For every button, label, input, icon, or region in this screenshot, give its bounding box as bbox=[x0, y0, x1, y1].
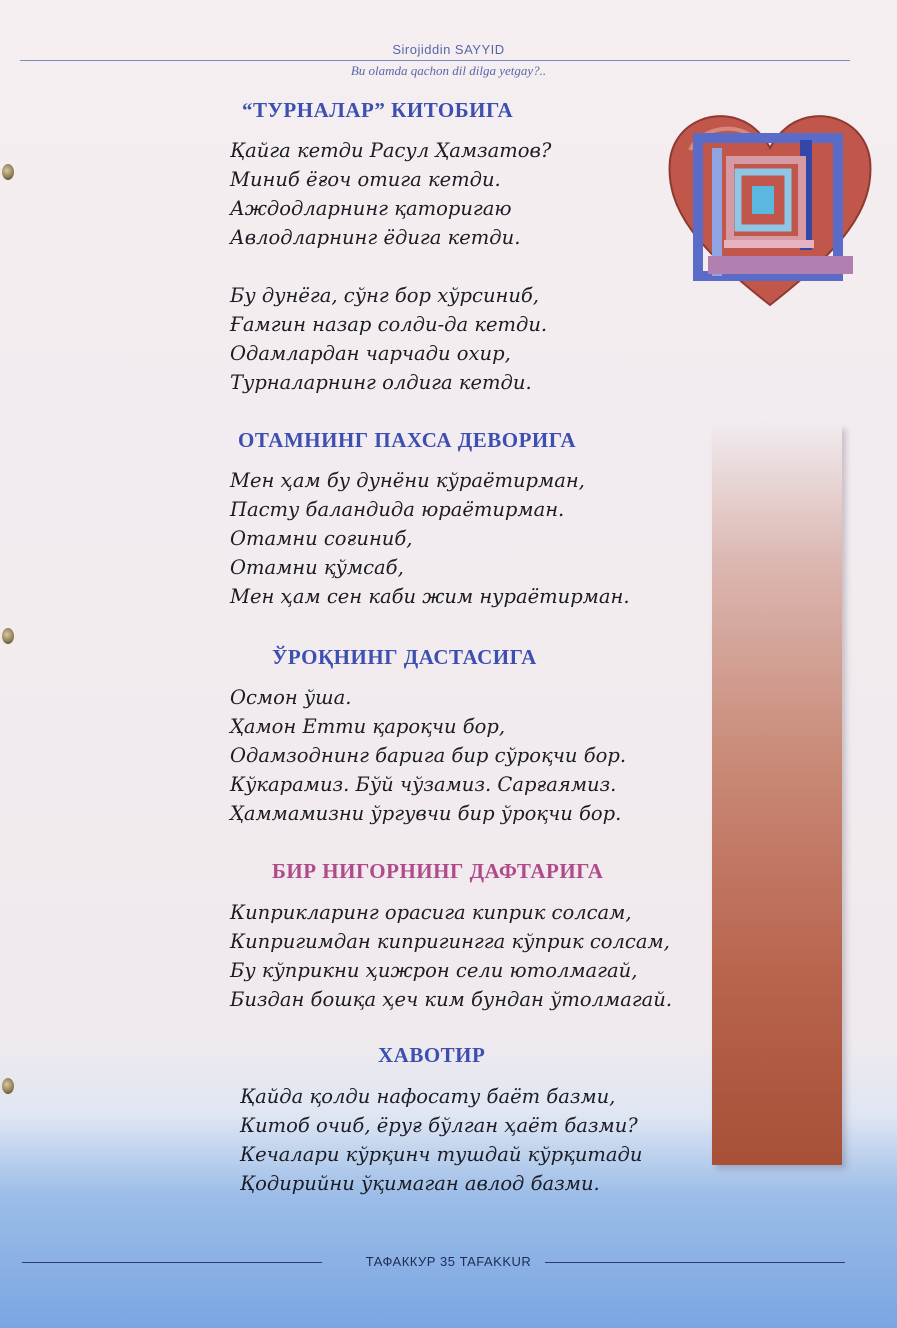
poem-line: Кечалари кўрқинч тушдай кўрқитади bbox=[240, 1143, 643, 1166]
poem-line: Отамни қўмсаб, bbox=[230, 556, 404, 579]
poem-stanza bbox=[230, 898, 672, 1014]
poem-line: Аждодларнинг қаторигаю bbox=[230, 197, 512, 220]
poem-stanza bbox=[230, 683, 626, 828]
poem-stanza bbox=[230, 281, 547, 397]
punch-hole bbox=[2, 628, 14, 644]
header-author: Sirojiddin SAYYID bbox=[392, 42, 505, 57]
poem-line: Ғамгин назар солди-да кетди. bbox=[230, 313, 548, 336]
poem-line: Осмон ўша. bbox=[230, 686, 352, 709]
poem-title: БИР НИГОРНИНГ ДАФТАРИГА bbox=[272, 859, 604, 883]
punch-hole bbox=[2, 1078, 14, 1094]
poem-line: Ҳамон Етти қароқчи бор, bbox=[230, 715, 506, 738]
poem-title: ОТАМНИНГ ПАХСА ДЕВОРИГА bbox=[238, 428, 576, 452]
poem-line: Кипригимдан кипригингга кўприк солсам, bbox=[230, 930, 670, 953]
poem-line: Ҳаммамизни ўргувчи бир ўроқчи бор. bbox=[230, 802, 622, 825]
poem-line: Пасту баландида юраётирман. bbox=[230, 498, 565, 521]
poem-stanza bbox=[230, 466, 630, 611]
poem-line: Отамни соғиниб, bbox=[230, 527, 413, 550]
poem-line: Қайда қолди нафосату баёт базми, bbox=[240, 1085, 616, 1108]
poem-title: ЎРОҚНИНГ ДАСТАСИГА bbox=[272, 645, 537, 669]
heart-illustration bbox=[660, 100, 880, 320]
poem-line: Бу кўприкни ҳижрон сели ютолмагай, bbox=[230, 959, 638, 982]
decorative-bar bbox=[712, 425, 842, 1165]
poem-line: Биздан бошқа ҳеч ким бундан ўтолмагай. bbox=[230, 988, 673, 1011]
poem-line: Китоб очиб, ёруғ бўлган ҳаёт базми? bbox=[240, 1114, 638, 1137]
header-subtitle: Bu olamda qachon dil dilga yetgay?.. bbox=[350, 63, 547, 78]
poem-line: Бу дунёга, сўнг бор хўрсиниб, bbox=[230, 284, 540, 307]
poem-title: “ТУРНАЛАР” КИТОБИГА bbox=[242, 98, 514, 122]
poem-line: Мен ҳам сен каби жим нураётирман. bbox=[230, 585, 630, 608]
header-divider bbox=[20, 60, 850, 61]
poem-line: Мен ҳам бу дунёни кўраётирман, bbox=[230, 469, 585, 492]
poem-line: Авлодларнинг ёдига кетди. bbox=[230, 226, 521, 249]
poem-line: Миниб ёғоч отига кетди. bbox=[230, 168, 501, 191]
poem-line: Одамзоднинг барига бир сўроқчи бор. bbox=[230, 744, 627, 767]
poem-stanza bbox=[240, 1082, 642, 1198]
poem-line: Қайга кетди Расул Ҳамзатов? bbox=[230, 139, 552, 162]
poem-line: Қодирийни ўқимаган авлод базми. bbox=[240, 1172, 600, 1195]
poem-line: Одамлардан чарчади охир, bbox=[230, 342, 511, 365]
poem-stanza bbox=[230, 136, 551, 252]
punch-hole bbox=[2, 164, 14, 180]
poem-line: Киприкларинг орасига киприк солсам, bbox=[230, 901, 632, 924]
poem-line: Турналарнинг олдига кетди. bbox=[230, 371, 532, 394]
poem-title: ХАВОТИР bbox=[378, 1043, 486, 1067]
poem-line: Кўкарамиз. Бўй чўзамиз. Сарғаямиз. bbox=[230, 773, 617, 796]
page-footer: ТАФАККУР 35 TAFAKKUR bbox=[365, 1254, 532, 1269]
